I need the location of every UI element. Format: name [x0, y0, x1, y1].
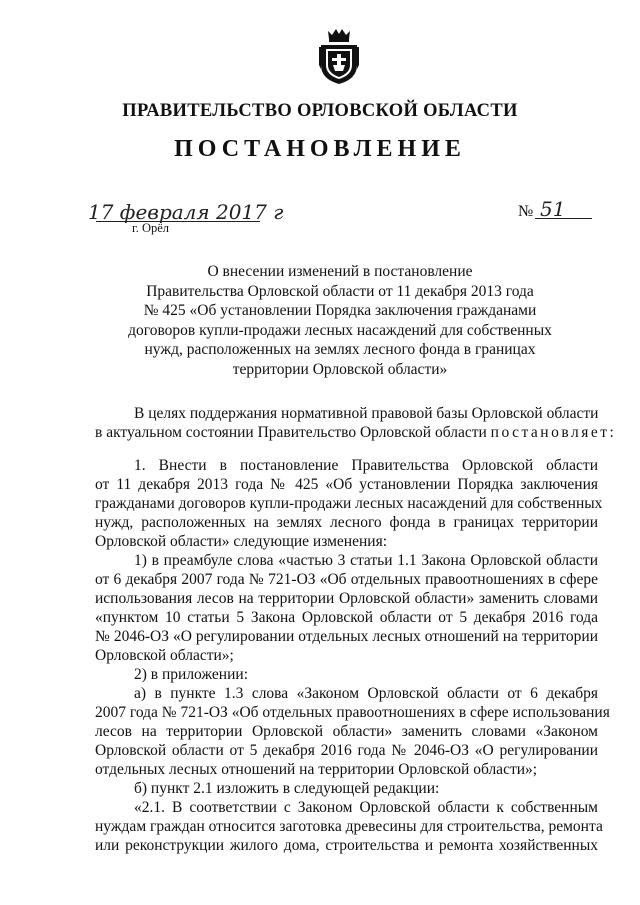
document-title [120, 262, 560, 379]
body-line: нуждам граждан относится заготовка древесины для строительства, ремонта [95, 818, 603, 835]
body-line: 2) в приложении: [134, 666, 248, 683]
body-line: от 6 декабря 2007 года № 721-ОЗ «Об отдельных правоотношениях в сфере [95, 571, 598, 588]
body-line: 1. Внести в постановление Правительства Орловской области [134, 457, 598, 474]
body-line: Орловской области»; [95, 647, 234, 664]
title-line: территории Орловской области» [232, 360, 448, 378]
body-line: 2007 года № 721-ОЗ «Об отдельных правоотношениях в сфере использования [95, 704, 610, 721]
body-line: отдельных лесных отношений на территории Орловской области»; [95, 761, 538, 778]
body-line: или реконструкции жилого дома, строительства и ремонта хозяйственных [95, 837, 598, 854]
preamble-line: В целях поддержания нормативной правовой базы Орловской области [134, 405, 599, 422]
body-line: № 2046-ОЗ «О регулировании отдельных лесных отношений на территории [95, 628, 598, 645]
document-number: 51 [540, 197, 566, 221]
title-line: нужд, расположенных на землях лесного фонда в границах [144, 341, 536, 358]
government-title: ПРАВИТЕЛЬСТВО ОРЛОВСКОЙ ОБЛАСТИ [122, 101, 518, 121]
body-line: «пунктом 10 статьи 5 Закона Орловской области от 5 декабря 2016 года [95, 609, 598, 626]
document-type: ПОСТАНОВЛЕНИЕ [174, 136, 466, 162]
title-line: О внесении изменений в постановление [207, 263, 473, 280]
body-line: а) в пункте 1.3 слова «Законом Орловской области от 6 декабря [134, 685, 598, 702]
body-line: 1) в преамбуле слова «частью 3 статьи 1.1 Закона Орловской области [134, 552, 598, 569]
body-line: использования лесов на территории Орловской области» заменить словами [95, 590, 598, 607]
number-label: № [518, 203, 534, 220]
title-line: Правительства Орловской области от 11 декабря 2013 года [146, 282, 534, 300]
body-line: гражданами договоров купли-продажи лесных насаждений для собственных [95, 495, 603, 512]
date-underline [96, 221, 260, 222]
city-label: г. Орёл [132, 221, 170, 235]
title-line: № 425 «Об установлении Порядка заключения гражданами [143, 302, 537, 319]
body-line: от 11 декабря 2013 года № 425 «Об установлении Порядка заключения [95, 476, 598, 493]
body-line: Орловской области от 5 декабря 2016 года № 2046-ОЗ «О регулировании [95, 742, 598, 759]
preamble-line: в актуальном состоянии Правительство Орловской области постановляет: [95, 424, 617, 441]
body-line: «2.1. В соответствии с Законом Орловской области к собственным [134, 799, 598, 816]
body-line: б) пункт 2.1 изложить в следующей редакции: [134, 780, 440, 797]
number-underline [535, 218, 592, 219]
document-date: 17 февраля 2017 г [88, 200, 284, 224]
body-line: лесов на территории Орловской области» заменить словами «Законом [95, 723, 598, 740]
coat-of-arms-icon [318, 25, 360, 85]
title-line: договоров купли-продажи лесных насаждений для собственных [128, 321, 552, 339]
body-line: нужд, расположенных на землях лесного фонда в границах территории [95, 514, 598, 531]
body-line: Орловской области» следующие изменения: [95, 533, 388, 550]
decree-verb: постановляет: [490, 424, 617, 441]
